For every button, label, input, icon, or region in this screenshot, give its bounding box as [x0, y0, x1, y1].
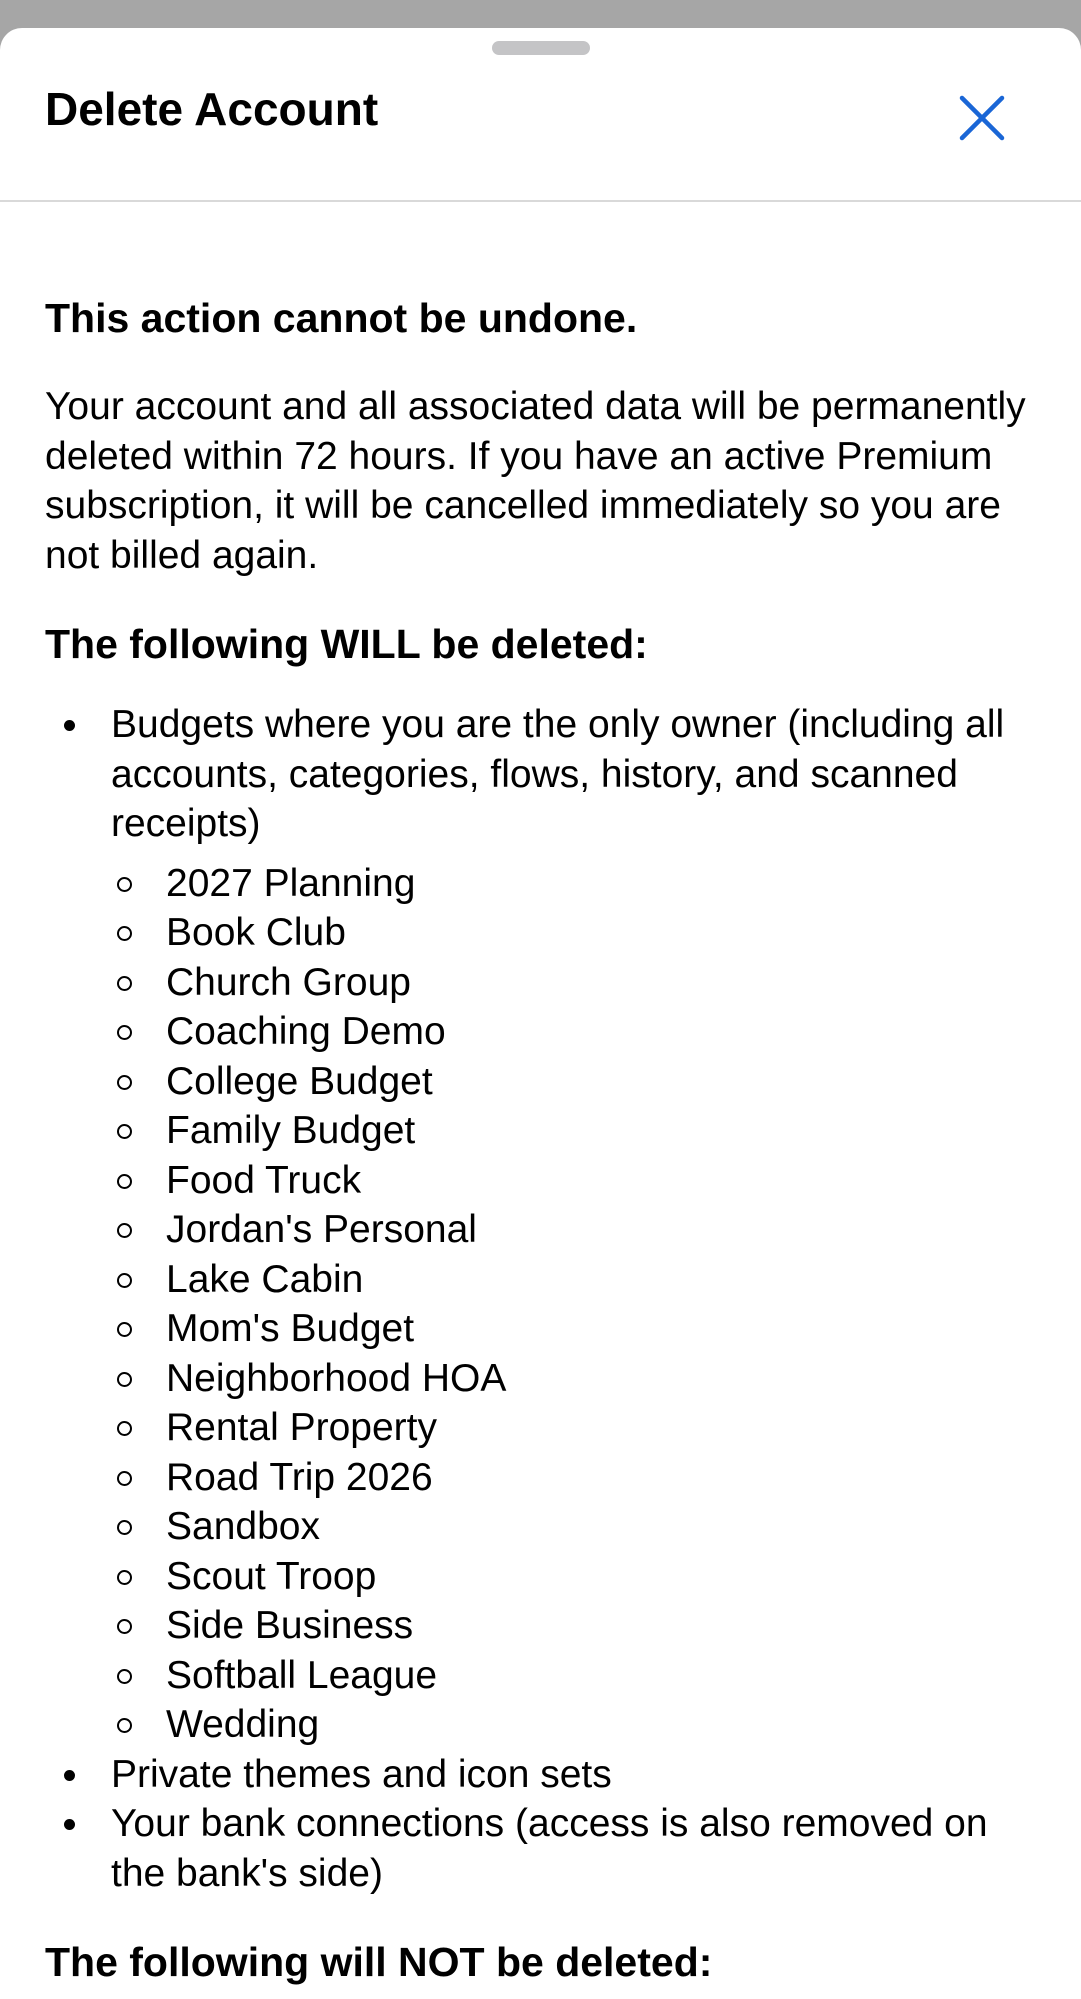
budget-item: Scout Troop [111, 1552, 1045, 1602]
list-item: Your bank connections (access is also removed on the bank's side) [45, 1799, 1045, 1898]
delete-account-sheet [0, 28, 1081, 1999]
budget-item: Family Budget [111, 1106, 1045, 1156]
will-delete-heading: The following WILL be deleted: [45, 621, 648, 667]
budget-item: Church Group [111, 958, 1045, 1008]
budget-item: Mom's Budget [111, 1304, 1045, 1354]
budget-item: Sandbox [111, 1502, 1045, 1552]
sheet-title: Delete Account [45, 83, 379, 135]
budget-item: College Budget [111, 1057, 1045, 1107]
budget-item: Road Trip 2026 [111, 1453, 1045, 1503]
close-button[interactable] [950, 86, 1014, 150]
budget-item: Coaching Demo [111, 1007, 1045, 1057]
list-item-text: Budgets where you are the only owner (including all accounts, categories, flows, history, and scanned receipts) [111, 703, 1005, 845]
warning-text: This action cannot be undone. [45, 295, 638, 341]
sheet-content [45, 288, 1045, 1992]
close-icon [950, 86, 1014, 150]
description-text: Your account and all associated data will be permanently deleted within 72 hours. If you have an active Premium subscription, it will be cancelled immediately so you are not billed again. [45, 385, 1026, 577]
will-not-delete-heading: The following will NOT be deleted: [45, 1939, 713, 1985]
sheet-header [0, 28, 1081, 202]
budget-item: Softball League [111, 1651, 1045, 1701]
budget-item: Food Truck [111, 1156, 1045, 1206]
budget-item: Jordan's Personal [111, 1205, 1045, 1255]
budget-item: Side Business [111, 1601, 1045, 1651]
budget-item: Neighborhood HOA [111, 1354, 1045, 1404]
budget-item: Rental Property [111, 1403, 1045, 1453]
budget-item: Wedding [111, 1700, 1045, 1750]
list-item [45, 700, 1045, 1750]
budget-list [111, 859, 1045, 1750]
budget-item: Book Club [111, 908, 1045, 958]
list-item: Private themes and icon sets [45, 1750, 1045, 1800]
budget-item: Lake Cabin [111, 1255, 1045, 1305]
will-delete-list [45, 700, 1045, 1898]
budget-item: 2027 Planning [111, 859, 1045, 909]
